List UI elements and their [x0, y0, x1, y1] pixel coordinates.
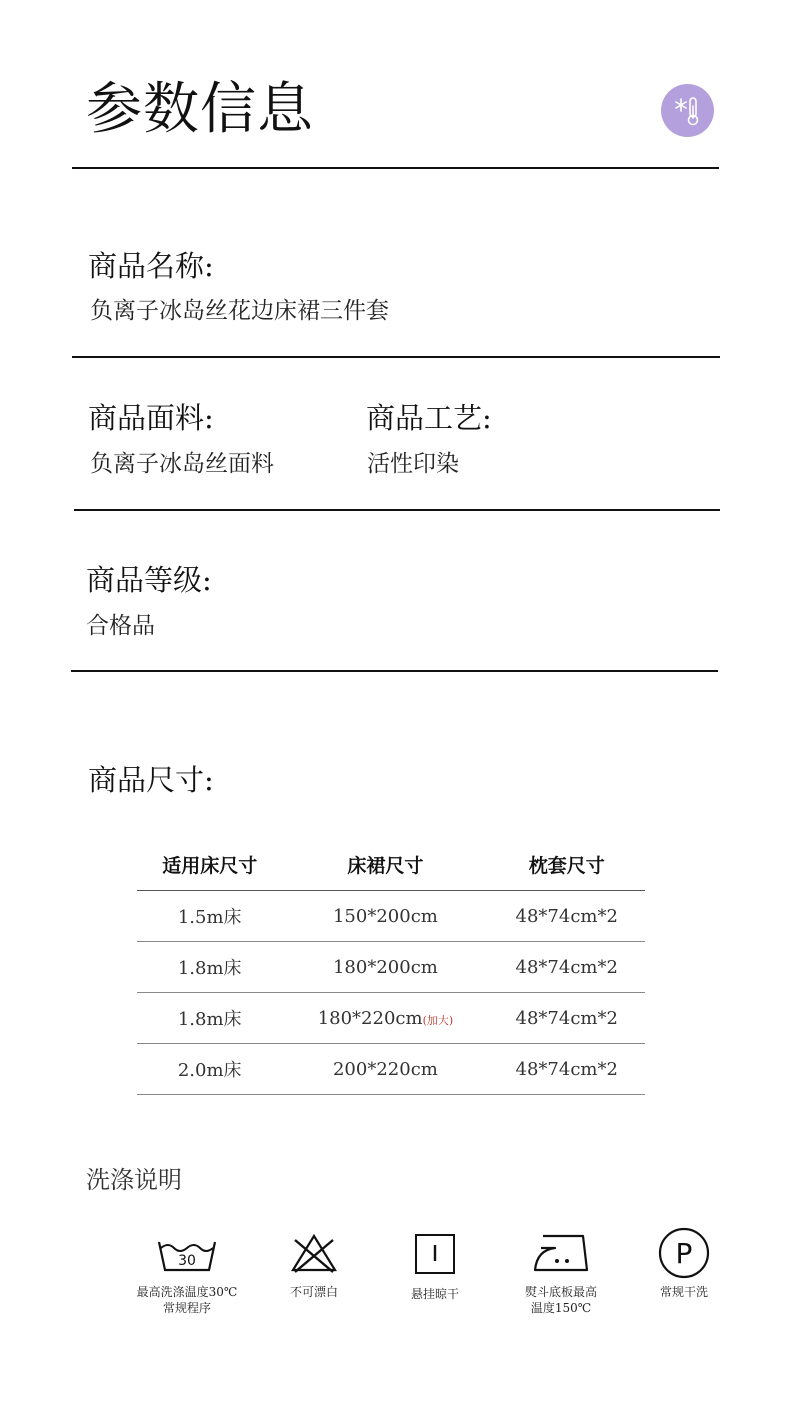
- dry-clean-p-icon: [657, 1226, 711, 1280]
- care-caption: [249, 1284, 379, 1300]
- care-caption-line: 常规程序: [162, 1301, 211, 1315]
- wash-temp-number: 30: [178, 1253, 196, 1269]
- care-item-no-bleach: [249, 1232, 379, 1300]
- care-item-wash: [122, 1232, 252, 1316]
- table-cell: 1.8m床: [137, 942, 282, 993]
- page-title: 参数信息: [86, 77, 314, 142]
- column-header: 床裙尺寸: [282, 838, 488, 891]
- table-cell: 2.0m床: [137, 1044, 282, 1095]
- table-cell: 150*200cm: [282, 891, 488, 942]
- column-header: 适用床尺寸: [137, 838, 282, 891]
- wash-30-icon: [155, 1232, 219, 1274]
- fabric-label: 商品面料:: [88, 401, 214, 435]
- table-cell: [282, 993, 488, 1044]
- table-cell: 48*74cm*2: [488, 891, 645, 942]
- grade-label: 商品等级:: [86, 563, 212, 597]
- iron-medium-icon: [531, 1232, 591, 1274]
- divider: [72, 356, 720, 358]
- product-name-label: 商品名称:: [88, 249, 214, 283]
- care-item-iron: [496, 1232, 626, 1316]
- dry-clean-letter: P: [675, 1237, 693, 1270]
- care-caption: [496, 1284, 626, 1316]
- no-bleach-icon: [289, 1232, 339, 1274]
- care-caption-line: 常规干洗: [659, 1285, 708, 1299]
- care-caption-line: 温度150℃: [530, 1301, 592, 1315]
- fabric-value: 负离子冰岛丝面料: [90, 451, 274, 477]
- table-cell: 200*220cm: [282, 1044, 488, 1095]
- snowflake-thermometer-icon: [661, 84, 714, 137]
- table-row: [137, 891, 645, 942]
- divider: [74, 509, 720, 511]
- craft-label: 商品工艺:: [366, 401, 492, 435]
- divider: [72, 167, 719, 169]
- table-header-row: [137, 838, 645, 891]
- care-item-hang-dry: [370, 1232, 500, 1302]
- oversize-tag: (加大): [422, 1013, 454, 1027]
- table-cell: 48*74cm*2: [488, 993, 645, 1044]
- grade-value: 合格品: [86, 613, 155, 639]
- craft-value: 活性印染: [367, 451, 459, 477]
- table-cell: 48*74cm*2: [488, 942, 645, 993]
- column-header: 枕套尺寸: [488, 838, 645, 891]
- size-table: [137, 838, 645, 1095]
- table-cell: 1.5m床: [137, 891, 282, 942]
- table-row: [137, 993, 645, 1044]
- table-cell: 1.8m床: [137, 993, 282, 1044]
- care-caption-line: 不可漂白: [289, 1285, 338, 1299]
- care-item-dry-clean: [619, 1232, 749, 1300]
- hang-dry-icon: [413, 1232, 457, 1276]
- care-caption: [370, 1286, 500, 1302]
- table-cell: 48*74cm*2: [488, 1044, 645, 1095]
- divider: [71, 670, 718, 672]
- table-row: [137, 942, 645, 993]
- care-caption-line: 熨斗底板最高: [524, 1285, 597, 1299]
- care-caption-line: 最高洗涤温度30℃: [136, 1285, 238, 1299]
- product-name-value: 负离子冰岛丝花边床裙三件套: [90, 298, 389, 324]
- washing-title: 洗涤说明: [86, 1166, 182, 1194]
- table-cell: 180*200cm: [282, 942, 488, 993]
- care-caption: [619, 1284, 749, 1300]
- care-caption: [122, 1284, 252, 1316]
- table-cell-text: 180*220cm: [317, 1007, 423, 1029]
- size-label: 商品尺寸:: [88, 763, 214, 797]
- care-caption-line: 悬挂晾干: [410, 1287, 459, 1301]
- table-row: [137, 1044, 645, 1095]
